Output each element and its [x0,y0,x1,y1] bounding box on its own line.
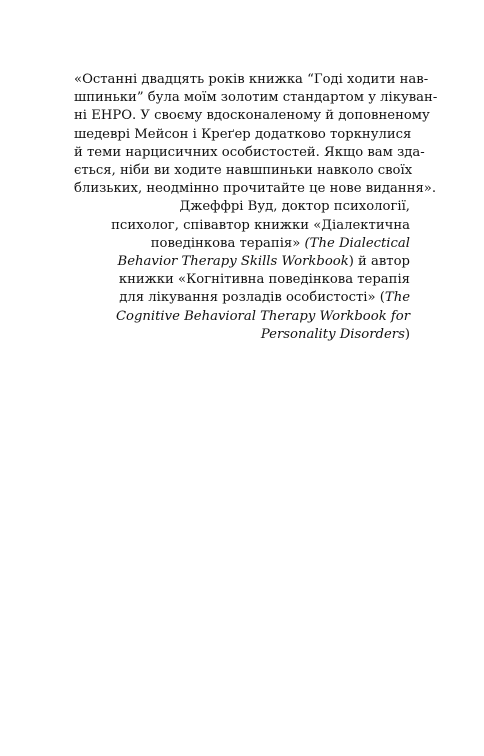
quote-line: й теми нарцисичних особистостей. Якщо вам зда- [74,144,425,160]
attribution-name: Джеффрі Вуд, доктор психології, [179,199,410,215]
attribution-text: ) й автор [348,254,410,270]
quote-line: ні ЕНРО. У своєму вдосконаленому й доповненому [74,108,430,124]
book-title-italic: Personality Disorders [260,326,405,342]
quote-line: «Останні двадцять років книжка “Годі ходити нав- [74,72,429,87]
attribution-role: психолог, співавтор книжки «Діалектична [111,217,410,233]
book-title-italic: (The Dialectical [304,235,410,251]
endorsement-quote [74,71,438,198]
book-title-italic: Behavior Therapy Skills Workbook [117,254,349,270]
attribution-role: книжки «Когнітивна поведінкова терапія [118,272,410,288]
attribution-role [74,289,410,307]
attribution-role [74,235,410,253]
attribution-role [74,253,410,271]
quote-line: шпиньки” була моїм золотим стандартом у лікуван- [74,90,438,106]
quote-line: ється, ніби ви ходите навшпиньки навколо своїх [74,163,413,179]
book-title-italic: Cognitive Behavioral Therapy Workbook for [115,308,410,324]
attribution-text: поведінкова терапія» [150,235,305,251]
endorsement-attribution [74,198,410,344]
quote-line: шедеврі Мейсон і Креґер додатково торкнулися [74,126,412,142]
attribution-role [74,326,410,344]
page-content [74,71,438,344]
attribution-text: ) [404,326,410,342]
attribution-text: для лікування розладів особистості» ( [119,290,385,306]
book-title-italic: The [384,290,410,306]
quote-line: близьких, неодмінно прочитайте це нове видання». [74,181,437,197]
